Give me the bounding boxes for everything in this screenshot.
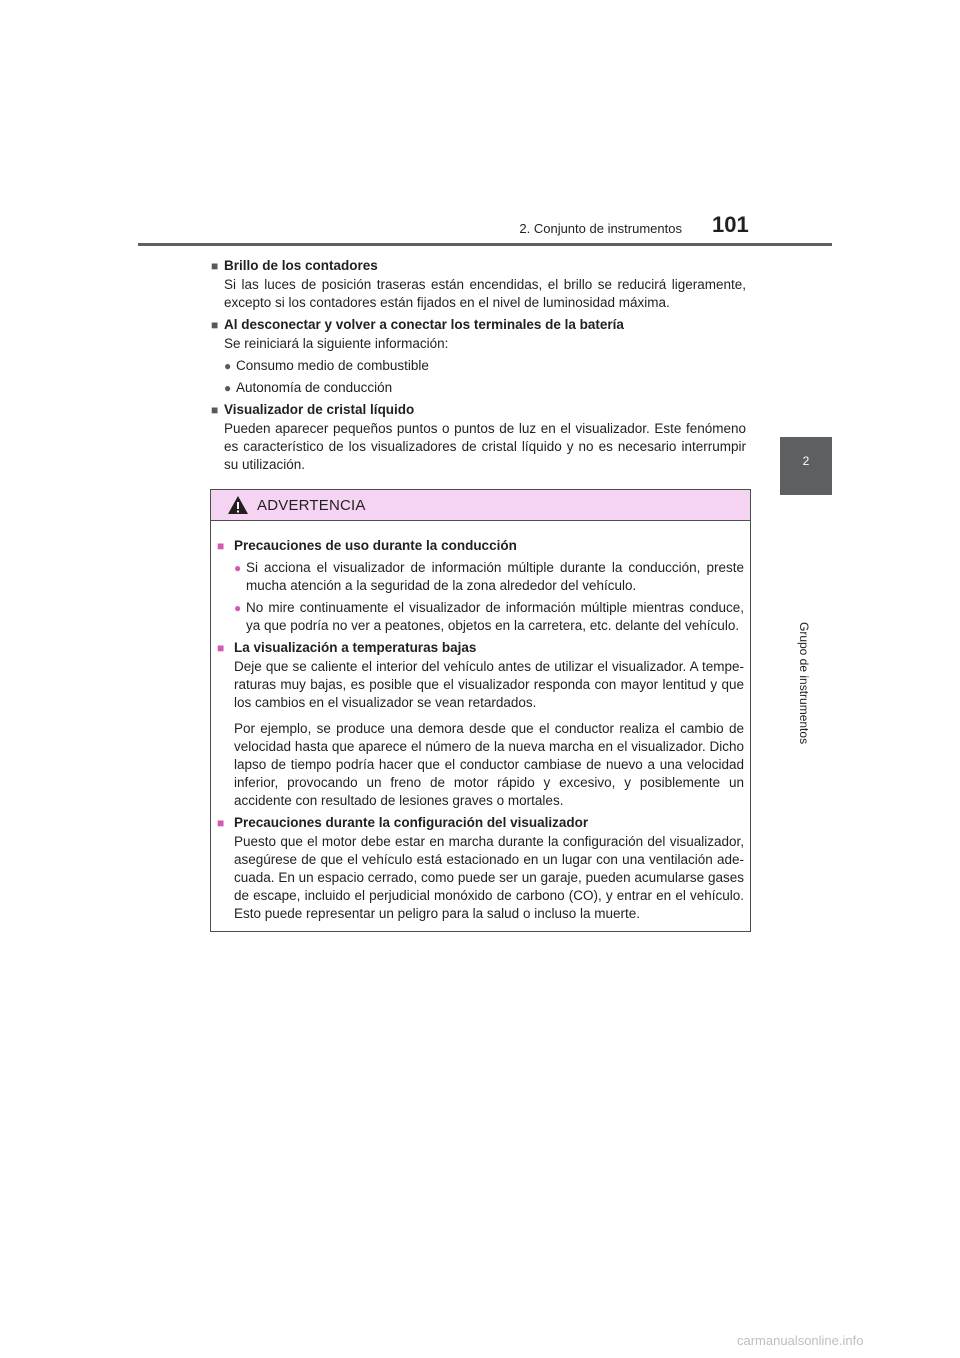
chapter-number: 2 <box>802 454 810 468</box>
paragraph: Puesto que el motor debe estar en marcha durante la configuración del visualizador, asegúrese de que el vehículo está estacionado en un lugar con una ventilación ade-cuada. En un espacio cerrado, como puede ser un garaje, pueden acumularse gases de escape, incluido el perjudicial monóxido de carbono (CO), y entrar en el vehículo. Esto puede representar un peligro para la salud o incluso la muerte. <box>234 834 744 921</box>
paragraph: Por ejemplo, se produce una demora desde que el conductor realiza el cambio de velocidad hasta que aparece el número de la nueva marcha en el visualizador. Dicho lapso de tiempo podría hacer que el conductor cambiase de nuevo a una velocidad inferior, provocando un freno de motor rápido y excesivo, y posiblemente un accidente con resultado de lesiones graves o mortales. <box>234 721 744 808</box>
heading-text: Precauciones durante la configuración del visualizador <box>234 815 589 830</box>
paragraph: Se reiniciará la siguiente información: <box>224 336 449 351</box>
chapter-label: Grupo de instrumentos <box>797 622 811 745</box>
header-rule <box>138 243 832 246</box>
heading-text: Visualizador de cristal líquido <box>224 402 415 417</box>
watermark: carmanualsonline.info <box>737 1333 864 1348</box>
list-item-text: Consumo medio de combustible <box>236 358 429 373</box>
list-item <box>224 379 746 397</box>
warning-box <box>210 489 751 932</box>
heading-text: La visualización a temperaturas bajas <box>234 640 477 655</box>
square-bullet-icon: ■ <box>211 259 219 273</box>
paragraph: Deje que se caliente el interior del vehículo antes de utilizar el visualizador. A tempe-raturas muy bajas, es posible que el visualizador responda con mayor lentitud y que los cambios en el visualizador se vean retardados. <box>234 659 744 710</box>
warning-title: ADVERTENCIA <box>257 496 366 514</box>
list-item-text: Si acciona el visualizador de información múltiple durante la conducción, preste mucha atención a la seguridad de la zona alrededor del vehículo. <box>246 560 744 593</box>
list-item-text: Autonomía de conducción <box>236 380 393 395</box>
circle-bullet-icon: ● <box>224 381 232 395</box>
page-number: 101 <box>712 212 749 237</box>
section-heading <box>211 401 746 419</box>
paragraph: Si las luces de posición traseras están encendidas, el brillo se reducirá ligeramente, excepto si los contadores están fijados en el nivel de luminosidad máxima. <box>224 277 746 310</box>
circle-bullet-icon: ● <box>224 359 232 373</box>
list-item-text: No mire continuamente el visualizador de información múltiple mientras conduce, ya que podría no ver a peatones, objetos en la carretera, etc. delante del vehículo. <box>246 600 744 633</box>
square-bullet-icon: ■ <box>217 816 225 830</box>
chapter-tab <box>780 437 832 495</box>
warning-heading <box>217 639 744 657</box>
heading-text: Al desconectar y volver a conectar los terminales de la batería <box>224 317 624 332</box>
section-title: 2. Conjunto de instrumentos <box>519 221 682 236</box>
warning-triangle-icon <box>227 495 249 515</box>
warning-body <box>211 521 750 923</box>
warning-header <box>211 490 750 521</box>
circle-bullet-icon: ● <box>234 561 242 575</box>
warning-heading <box>217 814 744 832</box>
heading-text: Brillo de los contadores <box>224 258 378 273</box>
section-heading <box>211 257 746 275</box>
warning-heading <box>217 537 744 555</box>
circle-bullet-icon: ● <box>234 601 242 615</box>
section-heading <box>211 316 746 334</box>
list-item <box>224 357 746 375</box>
square-bullet-icon: ■ <box>217 539 225 553</box>
paragraph: Pueden aparecer pequeños puntos o puntos de luz en el visualizador. Este fenómeno es característico de los visualizadores de cristal líquido y no es necesario interrumpir su utilización. <box>224 421 746 472</box>
square-bullet-icon: ■ <box>217 641 225 655</box>
square-bullet-icon: ■ <box>211 403 219 417</box>
main-content <box>211 253 746 478</box>
heading-text: Precauciones de uso durante la conducción <box>234 538 517 553</box>
square-bullet-icon: ■ <box>211 318 219 332</box>
list-item <box>234 599 744 635</box>
list-item <box>234 559 744 595</box>
